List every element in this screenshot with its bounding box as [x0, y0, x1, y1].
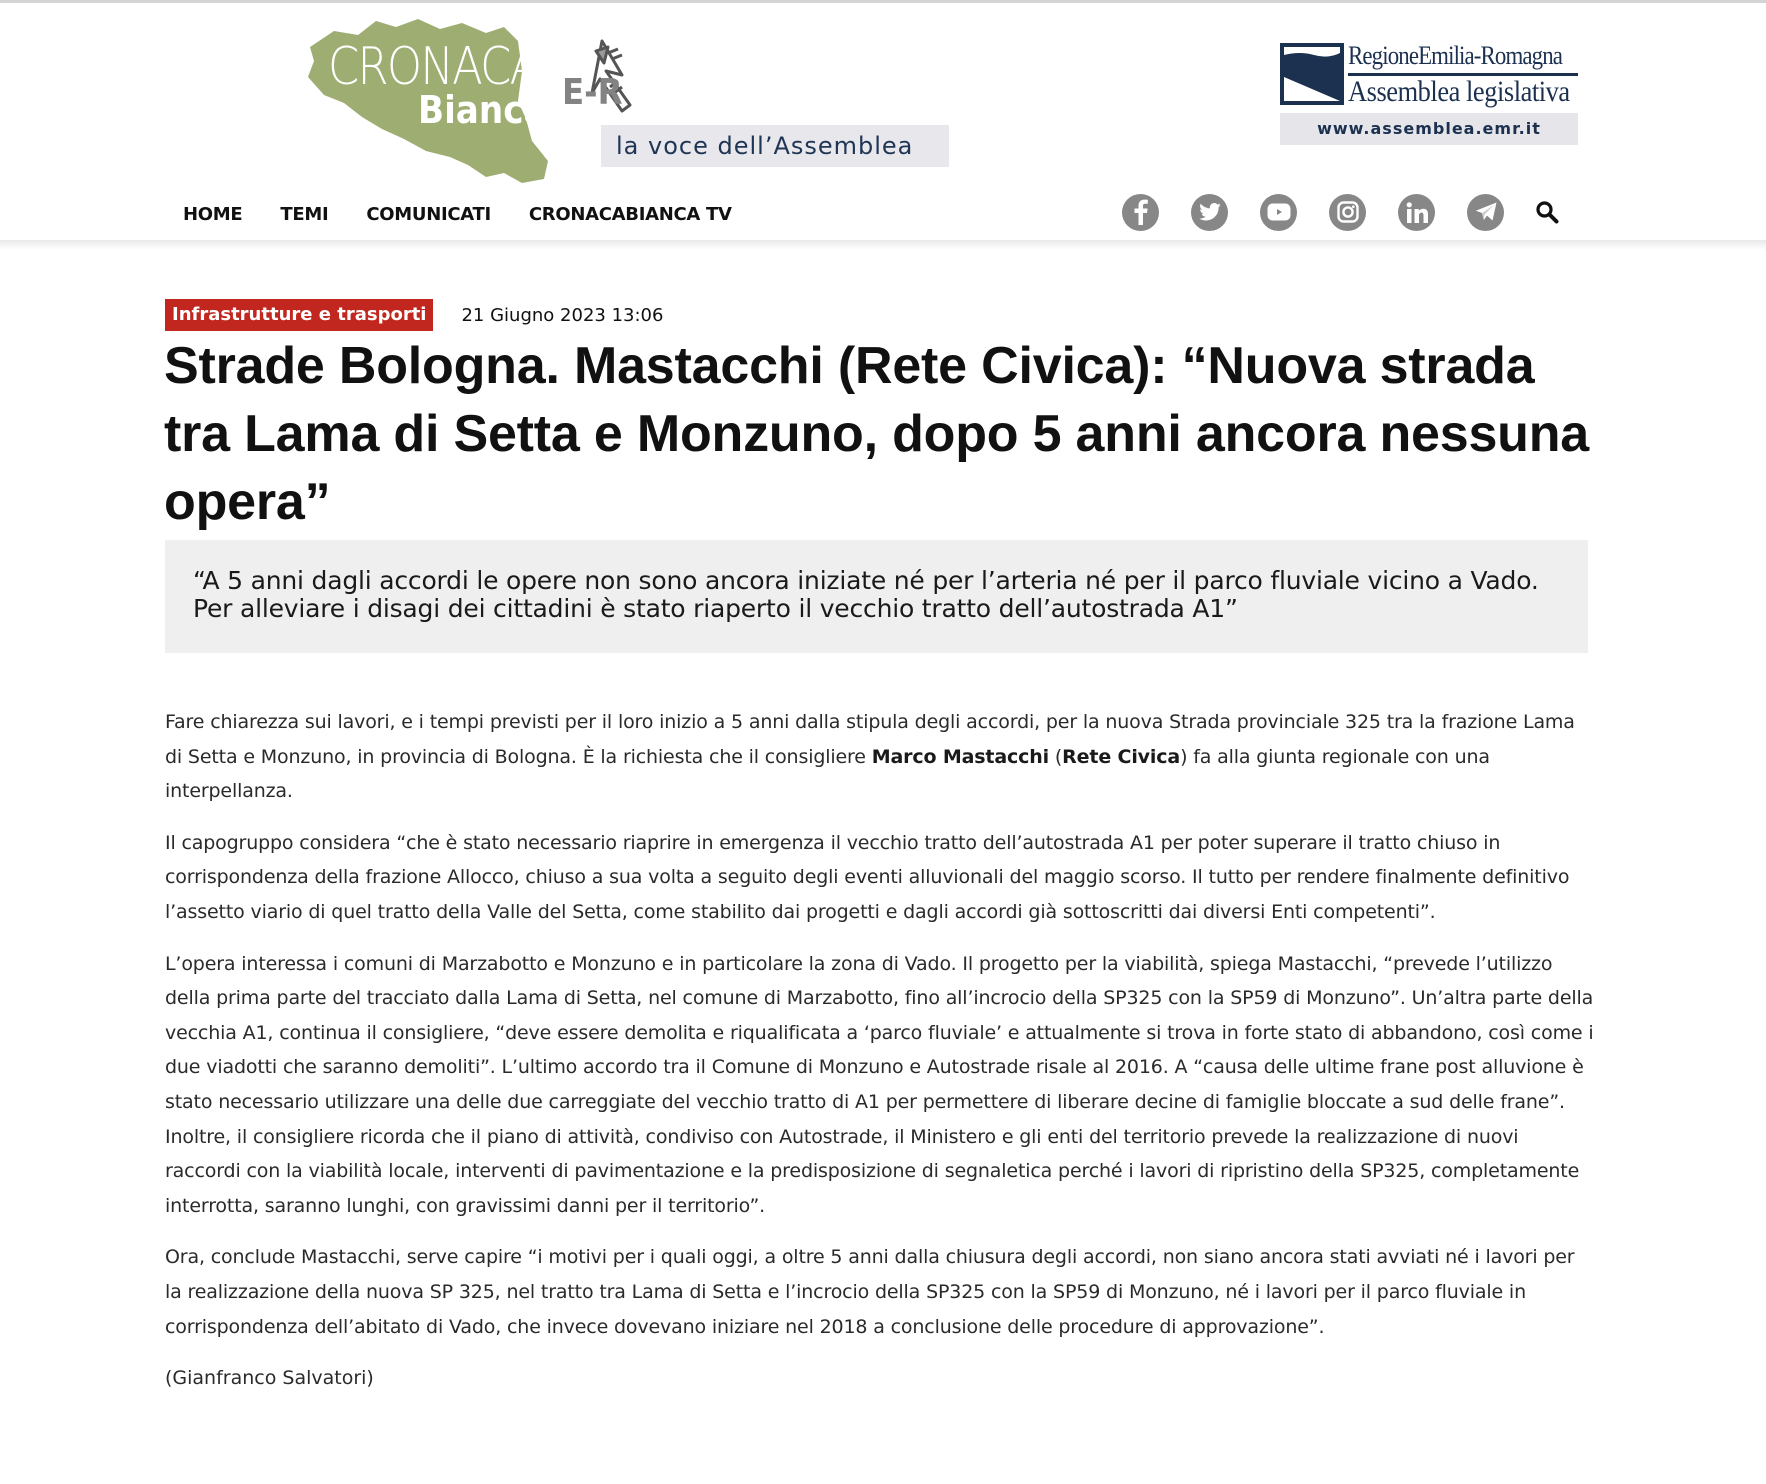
nav-cronacabianca-tv[interactable]: CRONACABIANCA TV [528, 203, 732, 225]
regione-assemblea-logo[interactable] [1280, 41, 1580, 147]
paragraph-1 [165, 705, 1595, 809]
logo-tagline: la voce dell’Assemblea [616, 132, 914, 160]
article-summary-box [165, 540, 1588, 653]
site-header [0, 3, 1766, 240]
nav-comunicati[interactable]: COMUNICATI [366, 203, 491, 225]
article-title: Strade Bologna. Mastacchi (Rete Civica): “Nuova strada tra Lama di Setta e Monzuno, dopo 5 anni ancora nessuna opera” [164, 337, 1590, 531]
paragraph-4: Ora, conclude Mastacchi, serve capire “i motivi per i quali oggi, a oltre 5 anni dalla chiusura degli accordi, non siano ancora stati avviati né i lavori per la realizzazione della nuova SP 325, nel tratto tra Lama di Setta e l’incrocio della SP325 con la SP59 di Monzuno, né i lavori per il parco fluviale in corrispondenza dell’abitato di Vado, che invece dovevano iniziare nel 2018 a conclusione delle procedure di approvazione”. [165, 1246, 1575, 1338]
article-summary: “A 5 anni dagli accordi le opere non sono ancora iniziate né per l’arteria né per il parco fluviale vicino a Vado. Per alleviare i disagi dei cittadini è stato riaperto il vecchio tratto dell’autostrada A1” [193, 566, 1539, 623]
article-meta [165, 299, 663, 331]
category-badge[interactable]: Infrastrutture e trasporti [165, 299, 433, 331]
paragraph-1-text-mid: ( [1049, 745, 1063, 768]
regione-url: www.assemblea.emr.it [1317, 119, 1541, 138]
main-nav [183, 199, 770, 229]
facebook-icon[interactable] [1122, 194, 1159, 231]
linkedin-icon[interactable] [1398, 194, 1435, 231]
assemblea-name: Assemblea legislativa [1348, 75, 1570, 108]
paragraph-2: Il capogruppo considera “che è stato necessario riaprire in emergenza il vecchio tratto dell’autostrada A1 per poter superare il tratto chiuso in corrispondenza della frazione Allocco, chiuso a sua volta a seguito degli eventi alluvionali del maggio scorso. Il tutto per rendere finalmente definitivo l’assetto viario di quel tratto della Valle del Setta, come stabilito dai progetti e dagli accordi già sottoscritti dai diversi Enti competenti”. [165, 831, 1570, 923]
header-shadow [0, 240, 1766, 250]
regione-name: RegioneEmilia-Romagna [1348, 41, 1563, 70]
social-links [1122, 192, 1562, 232]
article-body [165, 705, 1595, 1395]
publish-date: 21 Giugno 2023 13:06 [461, 304, 664, 326]
councillor-name: Marco Mastacchi [871, 745, 1050, 768]
twitter-icon[interactable] [1191, 194, 1228, 231]
paragraph-3: L’opera interessa i comuni di Marzabotto e Monzuno e in particolare la zona di Vado. Il progetto per la viabilità, spiega Mastacchi, “prevede l’utilizzo della prima parte del tracciato dalla Lama di Setta, nel comune di Marzabotto, fino all’incrocio della SP325 con la SP59 di Monzuno”. Un’altra parte della vecchia A1, continua il consigliere, “deve essere demolita e riqualificata a ‘parco fluviale’ e attualmente si trova in forte stato di abbandono, così come i due viadotti che saranno demoliti”. L’ultimo accordo tra il Comune di Monzuno e Autostrade risale al 2016. A “causa delle ultime frane post alluvione è stato necessario utilizzare una delle due carreggiate del vecchio tratto di A1 per permettere di liberare decine di famiglie bloccate a sud delle frane”. Inoltre, il consigliere ricorda che il piano di attività, condiviso con Autostrade, il Ministero e gli enti del territorio prevede la realizzazione di nuovi raccordi con la viabilità locale, interventi di pavimentazione e la predisposizione di segnaletica perché i lavori di ripristino della SP325, completamente interrotta, saranno lunghi, con gravissimi danni per il territorio”. [165, 952, 1594, 1217]
nav-home[interactable]: HOME [183, 203, 243, 225]
cronaca-bianca-logo[interactable] [300, 13, 960, 185]
paragraph-1-text-after: ) fa alla giunta regionale con una interpellanza. [165, 745, 1490, 803]
nav-temi[interactable]: TEMI [280, 203, 329, 225]
telegram-icon[interactable] [1467, 194, 1504, 231]
regione-flag-icon [1280, 43, 1344, 105]
author-byline: (Gianfranco Salvatori) [165, 1367, 374, 1390]
instagram-icon[interactable] [1329, 194, 1366, 231]
paragraph-1-text-before: Fare chiarezza sui lavori, e i tempi previsti per il loro inizio a 5 anni dalla stipula degli accordi, per la nuova Strada provinciale 325 tra la frazione Lama di Setta e Monzuno, in provincia di Bologna. È la richiesta che il consigliere [165, 711, 1575, 768]
youtube-icon[interactable] [1260, 194, 1297, 231]
party-name: Rete Civica [1062, 745, 1181, 768]
search-icon[interactable] [1532, 197, 1562, 227]
logo-bianca-text: Bianca [418, 88, 547, 132]
logo-cronaca-text: CRONACA [328, 37, 539, 97]
logo-er-text: E-R [562, 72, 623, 113]
